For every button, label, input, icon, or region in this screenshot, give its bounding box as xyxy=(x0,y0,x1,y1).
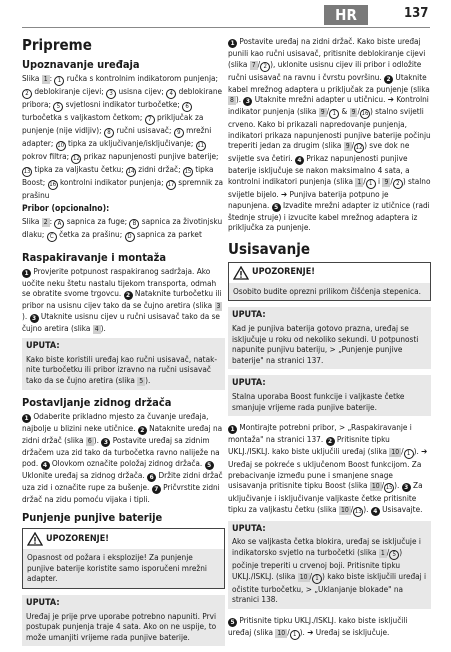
right-column xyxy=(228,36,431,643)
note-title: UPUTA: xyxy=(232,523,266,534)
step-number: 1 xyxy=(22,269,31,278)
part-number: 2 xyxy=(393,179,403,189)
part-number: 1 xyxy=(404,449,414,459)
warning-box xyxy=(22,528,225,589)
part-letter: C xyxy=(47,232,57,242)
part-number: 9 xyxy=(174,128,184,138)
part-number: 1 xyxy=(290,630,300,640)
left-column xyxy=(22,36,225,652)
step-number: 3 xyxy=(101,438,110,447)
note-text: Uređaj je prije prve uporabe potrebno napuniti. Prvi postupak punjenja traje 4 sata. Ako on ne uspije, to može umanjiti vrijeme rada punjive baterije. xyxy=(26,610,217,642)
figure-ref: 10 xyxy=(277,628,286,637)
figure-ref: 9 xyxy=(320,108,325,117)
part-number: 8 xyxy=(104,128,114,138)
warning-title: UPOZORENJE! xyxy=(46,533,109,544)
language-tab: HR xyxy=(324,5,368,25)
step-number: 5 xyxy=(272,203,281,212)
part-number: 4 xyxy=(166,89,176,99)
part-number: 3 xyxy=(106,89,116,99)
note-title: UPUTA: xyxy=(26,341,60,352)
part-number: 16 xyxy=(49,181,57,188)
step-number: 4 xyxy=(295,156,304,165)
step-number: 4 xyxy=(41,461,50,470)
note-text: Ako se valjkasta četka blokira, uređaj se isključuje i indikatorsko svjetlo na turbočetki (slika 1 / 5 ) počinje treperiti u crvenoj boji. Pritisnite tipku UKLJ./ISKLJ. (slika 10 / 1 ) kako biste isključili uređaj i očistite turbočetku, > „Uklanjanje blokade" na stranici 138. xyxy=(232,536,427,605)
warning-title: UPOZORENJE! xyxy=(252,267,315,278)
step-number: 2 xyxy=(138,426,147,435)
part-number: 11 xyxy=(197,142,205,149)
section-title-pripreme: Pripreme xyxy=(22,36,92,54)
part-number: 7 xyxy=(145,115,155,125)
step-number: 3 xyxy=(402,483,411,492)
step-number: 1 xyxy=(228,425,237,434)
header-divider xyxy=(22,27,430,28)
part-number: 5 xyxy=(389,550,399,560)
heading-wall-mount: Postavljanje zidnog držača xyxy=(22,395,172,409)
switch-off-step: 5 Pritisnite tipku UKLJ./ISKLJ. kako biste isključili uređaj (slika 10 / 1 ). ➔ Uređaj se isključuje. xyxy=(228,614,408,638)
wall-mount-steps: 1 Odaberite prikladno mjesto za čuvanje uređaja, najbolje u blizini neke utičnice. 2 Nataknite uređaj na zidni držač (slika 6 ). 3 Postavite uređaj sa zidnim držačem uza zid tako da turbočetka ravno naliježe na pod. 4 Olovkom označite položaj zidnog držača. 5 Uklonite uređaj sa zidnog držača. 6 Držite zidni držač uza zid i označite rupe za bušenje. 7 Pričvrstite zidni držač na zidu pomoću vijaka i tipli. xyxy=(22,410,223,504)
part-number: 2 xyxy=(22,89,32,99)
part-number: 10 xyxy=(57,142,65,149)
note-text: Kad je punjiva baterija gotovo prazna, uređaj se isključuje u roku od nekoliko sekundi. U potpunosti napunite punjivu bateriju, > „Punjenje punjive baterije" na stranici 137. xyxy=(232,322,419,365)
vacuuming-steps: 1 Montirajte potrebni pribor, > „Raspakiravanje i montaža" na stranici 137. 2 Pritisnite tipku UKLJ./ISKLJ. kako biste uključili uređaj (slika 10 / 1 ). ➔ Uređaj se pokreće s uključenom Boost funkcijom. Za prebacivanje između pune i smanjene snage usisavanja pritisnite tipku Boost (slika 10 / 15 ). 3 Za uključivanje i isključivanje valjkaste četke pritisnite tipku za valjkastu četku (slika 10 / 13 ). 4 Usisavajte. xyxy=(228,422,428,515)
step-number: 2 xyxy=(124,291,133,300)
note-box xyxy=(228,375,431,416)
heading-accessories: Pribor (opcionalno): xyxy=(22,203,110,214)
figure-ref: 10 xyxy=(340,505,349,514)
step-number: 2 xyxy=(326,437,335,446)
part-number: 12 xyxy=(355,144,363,152)
part-letter: A xyxy=(54,219,64,229)
warning-triangle-icon xyxy=(233,266,249,280)
part-number: 1 xyxy=(312,574,322,584)
figure-ref: 4 xyxy=(94,325,99,334)
figure-ref: 9 xyxy=(384,177,389,186)
unpacking-steps: 1 Provjerite potpunost raspakiranog sadržaja. Ako uočite neku štetu nastalu tijekom transporta, odmah se obratite svome trgovcu. 2 Nataknite turbočetku ili pribor na usisnu cijev tako da se čujno aretira (slika 3). 3 Utaknite usisnu cijev u ručni usisavač tako da se čujno aretira (slika 4 ). xyxy=(22,265,222,334)
figure-ref: 5 xyxy=(139,376,144,385)
warning-text: Opasnost od požara i eksplozije! Za punjenje punjive baterije koristite samo isporučeni mrežni adapter. xyxy=(23,549,224,588)
part-number: 1 xyxy=(366,179,376,189)
note-text: Kako biste koristili uređaj kao ručni usisavač, nataknite turbočetku ili pribor izravno na ručni usisavač tako da se čujno aretira (slika 5 ). xyxy=(26,353,218,385)
heading-unpacking: Raspakiravanje i montaža xyxy=(22,250,167,264)
part-number: 15 xyxy=(385,484,393,492)
part-number: 6 xyxy=(182,102,192,112)
parts-list: Slika 1 : 1 ručka s kontrolnim indikatorom punjenja; 2 deblokiranje cijevi; 3 usisna cijev; 4 deblokirane pribora; 5 svjetlosni indikator turbočetke; 6 turbočetka s valjkastom četkom; 7 priključak za punjenje (nije vidljiv); 8 ručni usisavač; 9 mrežni adapter; 10 tipka za uključivanje/isključivanje; 11 pokrov filtra; 12 prikaz napunjenosti punjive baterije; 13 tipka za valjkastu četku; 14 zidni držač; 15 tipka Boost; 16 kontrolni indikator punjenja; 17 spremnik za prašinu xyxy=(22,73,224,200)
figure-ref: 10 xyxy=(371,482,380,491)
warning-triangle-icon xyxy=(27,532,43,546)
part-letter: D xyxy=(125,232,135,242)
figure-ref: 9 xyxy=(351,108,356,117)
part-number: 2 xyxy=(260,62,270,72)
part-number: 15 xyxy=(184,168,192,175)
figure-ref: 1 xyxy=(380,549,385,558)
part-number: 17 xyxy=(167,181,175,188)
warning-box xyxy=(228,262,431,302)
step-number: 3 xyxy=(30,314,39,323)
step-number: 5 xyxy=(228,618,237,627)
note-title: UPUTA: xyxy=(26,597,60,608)
step-number: 7 xyxy=(152,485,161,494)
step-number: 6 xyxy=(147,473,156,482)
accessories-list: Slika 2 : A sapnica za fuge; B sapnica za životinjsku dlaku; C četka za prašinu; D sapnica za parket xyxy=(22,215,223,240)
figure-ref: 10 xyxy=(391,448,400,457)
heading-charging: Punjenje punjive baterije xyxy=(22,511,163,525)
step-number: 4 xyxy=(371,507,380,516)
step-number: 5 xyxy=(205,461,214,470)
step-number: 1 xyxy=(22,414,31,423)
note-text: Stalna uporaba Boost funkcije i valjkaste četke smanjuje vrijeme rada punjive baterije. xyxy=(232,390,405,412)
figure-ref: 7 xyxy=(251,60,256,69)
part-number: 14 xyxy=(127,168,135,175)
part-number: 1 xyxy=(329,109,339,119)
section-title-usisavanje: Usisavanje xyxy=(228,239,311,258)
part-number: 13 xyxy=(23,168,31,175)
part-number: 12 xyxy=(73,155,80,162)
warning-text: Osobito budite oprezni prilikom čišćenja stepenica. xyxy=(229,283,430,301)
page-header xyxy=(0,0,451,28)
part-number: 1 xyxy=(54,76,64,86)
figure-ref: 3 xyxy=(216,302,221,311)
note-box xyxy=(22,595,225,646)
part-number: 16 xyxy=(361,110,369,118)
note-box xyxy=(22,338,225,390)
figure-ref: 2 xyxy=(43,217,48,226)
part-number: 5 xyxy=(53,102,63,112)
figure-ref: 8 xyxy=(230,96,234,105)
part-letter: B xyxy=(129,219,139,229)
part-number: 13 xyxy=(354,507,362,515)
step-number: 1 xyxy=(228,39,237,48)
heading-device-overview: Upoznavanje uređaja xyxy=(22,58,140,71)
step-number: 2 xyxy=(384,75,393,84)
note-box xyxy=(228,307,431,369)
figure-ref: 1 xyxy=(357,177,362,186)
figure-ref: 1 xyxy=(43,75,48,83)
step-number: 3 xyxy=(243,97,252,106)
figure-ref: 9 xyxy=(345,142,350,151)
figure-ref: 10 xyxy=(299,572,308,581)
charging-steps: 1 Postavite uređaj na zidni držač. Kako biste uređaj punili kao ručni usisavač, pritisnite deblokiranje cijevi (slika 7 / 2 ), uklonite usisnu cijev ili pribor i odložite ručni usisavač na ravnu i čvrstu površinu. 2 Utaknite kabel mrežnog adaptera u priključak za punjenje (slika 8 ). 3 Utaknite mrežni adapter u utičnicu. ➔ Kontrolni indikator punjenja (slika 9 / 1 & 9 / 16 ) stalno svijetli crveno. Kako bi prikazali napredovanje punjenja, indikatori prikaza napunjenosti punjive baterije počinju treperiti jedan za drugim (slika 9 / 12 ) sve dok ne svijetle sva četiri. 4 Prikaz napunjenosti punjive baterije isključuje se nakon maksimalno 4 sata, a kontrolni indikatori punjenja (slika 1 / 1 i 9 / 2 ) stalno svijetle bijelo. ➔ Punjiva baterija potpuno je napunjena. 5 Izvadite mrežni adapter iz utičnice (radi štednje struje) i izvucite kabel mrežnog adaptera iz priključka za punjenje. xyxy=(228,36,431,233)
page-number: 137 xyxy=(404,6,429,21)
note-box xyxy=(228,521,431,609)
figure-ref: 6 xyxy=(87,436,92,445)
note-title: UPUTA: xyxy=(232,310,266,321)
note-title: UPUTA: xyxy=(232,378,266,389)
